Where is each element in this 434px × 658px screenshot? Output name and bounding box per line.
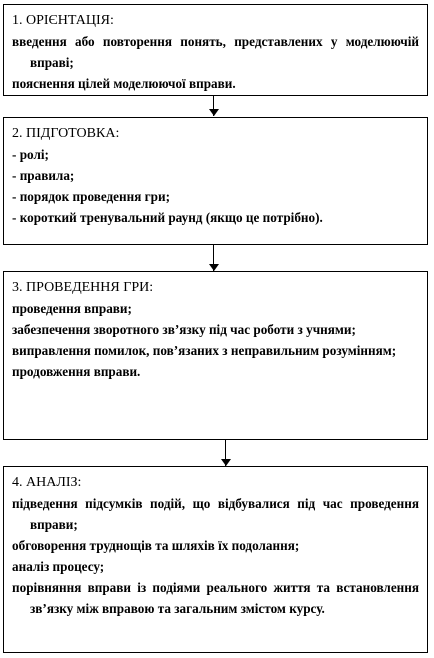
step-item: виправлення помилок, пов’язаних з неправильним розумінням; [12,343,397,358]
step-title: 1. ОРІЄНТАЦІЯ: [12,13,114,28]
step-item: обговорення труднощів та шляхів їх подолання; [12,538,300,553]
step-item: введення або повторення понять, представлених у моделюючій вправі; [12,34,419,70]
arrow-down-icon [220,440,232,466]
step-item: - правила; [12,168,75,183]
arrow-down-icon [208,96,220,116]
step-box-analysis [3,466,428,653]
step-item: - ролі; [12,147,49,162]
step-item: проведення вправи; [12,301,132,316]
step-title: 4. АНАЛІЗ: [12,475,82,490]
step-item: аналіз процесу; [12,559,105,574]
step-item: забезпечення зворотного зв’язку під час роботи з учнями; [12,322,356,337]
step-box-preparation [3,117,428,245]
arrow-down-icon [208,245,220,271]
step-item: порівняння вправи із подіями реального життя та встановлення зв’язку між вправою та загальним змістом курсу. [12,580,419,616]
step-item: продовження вправи. [12,364,141,379]
step-box-game [3,271,428,440]
step-title: 2. ПІДГОТОВКА: [12,126,120,141]
step-item: підведення підсумків подій, що відбувалися під час проведення вправи; [12,496,419,532]
step-box-orientation [3,4,428,96]
step-title: 3. ПРОВЕДЕННЯ ГРИ: [12,280,154,295]
step-item: - порядок проведення гри; [12,189,170,204]
step-item: пояснення цілей моделюючої вправи. [12,76,236,91]
step-item: - короткий тренувальний раунд (якщо це потрібно). [12,210,323,225]
